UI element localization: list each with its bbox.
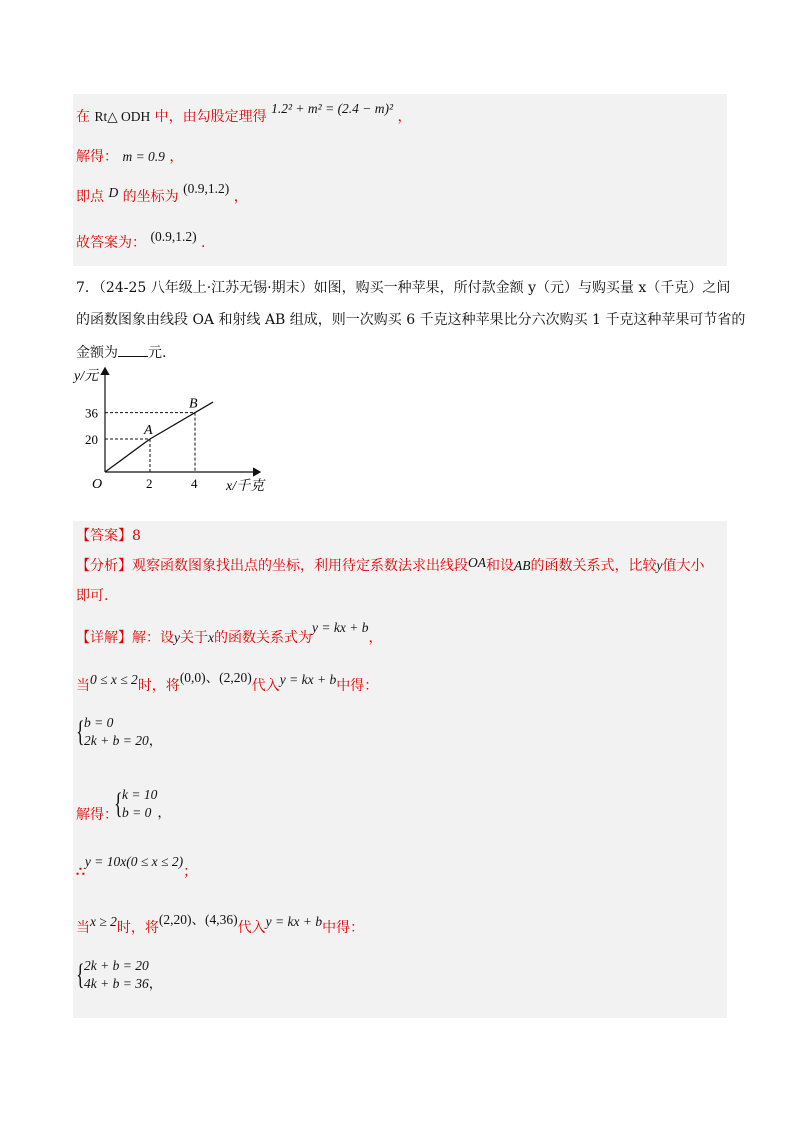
- math-range: x ≥ 2: [90, 914, 117, 929]
- math-y: y: [174, 630, 180, 645]
- answer-tag: 【答案】: [76, 528, 132, 544]
- text: 的函数关系式为: [214, 630, 312, 646]
- math-y: y: [656, 558, 663, 573]
- brace: {: [114, 787, 123, 820]
- y-tick-label: 20: [85, 432, 98, 447]
- text: ；: [183, 864, 198, 880]
- math-linear-form: y = kx + b: [279, 672, 337, 687]
- math-coord: (0.9,1.2): [183, 181, 230, 196]
- text: 即点: [76, 189, 104, 205]
- pythagoras-line: [76, 101, 412, 127]
- question-line-3: [76, 342, 166, 363]
- math-range: 0 ≤ x ≤ 2: [90, 672, 138, 687]
- math-coord: (0.9,1.2): [150, 229, 197, 244]
- solve-m-line: [76, 147, 183, 167]
- text: .: [201, 235, 206, 251]
- analysis-line-1: [76, 556, 705, 576]
- text: 在: [76, 109, 90, 125]
- question-line-1: 7．（24-25 八年级上·江苏无锡·期末）如图，购买一种苹果，所付款金额 y（元）与购买量 x（千克）之间: [76, 280, 731, 296]
- math-ab: AB: [514, 558, 531, 573]
- text: ，: [368, 630, 383, 646]
- system-row: k = 10: [122, 787, 158, 802]
- math-oa: OA: [468, 555, 486, 570]
- text: 金额为: [76, 345, 118, 361]
- solution-panel-bottom: [73, 521, 727, 1018]
- case-2-line: [76, 912, 365, 938]
- text: ，: [148, 733, 163, 748]
- text: 和设: [486, 558, 514, 574]
- question-line-2: 的函数图象由线段 OA 和射线 AB 组成，则一次购买 6 千克这种苹果比分六次购买 1 千克这种苹果可节省的: [76, 312, 746, 328]
- text: ，: [157, 805, 171, 820]
- point-label-A: A: [144, 423, 153, 438]
- text: 观察函数图象找出点的坐标，利用待定系数法求出线段: [132, 558, 468, 574]
- text: 的函数关系式，比较: [530, 558, 657, 574]
- answer-blank: [118, 342, 148, 357]
- text: 当: [76, 678, 90, 694]
- answer-value: 8: [132, 528, 141, 544]
- text: 值大小: [662, 558, 705, 574]
- text: 故答案为：: [76, 235, 146, 251]
- math-linear-form: y = kx + b: [312, 620, 369, 635]
- x-axis-label: x/千克: [226, 479, 265, 494]
- text: 当: [76, 920, 90, 936]
- math-points: (0,0)、(2,20): [179, 670, 252, 685]
- brace: {: [76, 715, 85, 748]
- analysis-line-2: 即可.: [76, 588, 109, 604]
- result-1-line: [76, 854, 198, 882]
- system-row: 2k + b = 20: [84, 733, 149, 748]
- answer-top-line: [76, 229, 206, 253]
- y-tick-label: 36: [85, 405, 98, 421]
- case-1-line: [76, 670, 379, 696]
- math-linear-form: y = kx + b: [265, 914, 323, 929]
- math-d: D: [108, 185, 119, 200]
- text: 中得：: [322, 920, 365, 936]
- y-axis-label: y/元: [74, 369, 99, 384]
- system-row: 2k + b = 20: [84, 958, 149, 973]
- x-tick-label: 4: [191, 476, 198, 491]
- text: ，: [397, 109, 412, 125]
- origin-label: O: [92, 477, 103, 492]
- x-tick-label: 2: [146, 476, 153, 491]
- point-label-B: B: [189, 396, 198, 412]
- math-rt-odh: Rt△ ODH: [94, 109, 151, 124]
- text: 解：设: [132, 630, 174, 646]
- text: 时，将: [137, 678, 180, 694]
- text: 代入: [237, 920, 266, 936]
- detail-tag: 【详解】: [76, 630, 132, 646]
- brace: {: [76, 958, 85, 991]
- therefore-symbol: ∴: [76, 864, 85, 880]
- system-row: b = 0: [122, 805, 152, 820]
- text: 关于: [180, 630, 208, 646]
- text: 时，将: [116, 920, 159, 936]
- text: 的坐标为: [122, 189, 179, 205]
- analysis-tag: 【分析】: [76, 558, 132, 574]
- math-x: x: [208, 630, 214, 645]
- system-row: 4k + b = 36: [84, 976, 149, 991]
- point-d-line: [76, 181, 248, 207]
- answer-line: [76, 526, 141, 546]
- text: ，: [233, 189, 248, 205]
- system-row: b = 0: [84, 715, 114, 730]
- solution-1-label: 解得：: [76, 807, 118, 823]
- math-m-value: m = 0.9: [122, 149, 165, 164]
- math-result: y = 10x(0 ≤ x ≤ 2): [84, 854, 184, 869]
- math-equation: 1.2² + m² = (2.4 − m)²: [271, 101, 394, 116]
- ray-ab: [150, 402, 213, 439]
- text: ，: [169, 149, 184, 165]
- detail-line: [76, 620, 383, 648]
- text: ，: [148, 976, 163, 991]
- segment-oa: [105, 439, 150, 472]
- text: 解得：: [76, 149, 118, 165]
- text: 元.: [148, 345, 167, 361]
- text: 代入: [251, 678, 280, 694]
- text: 中得：: [336, 678, 379, 694]
- text: 中，由勾股定理得: [154, 109, 267, 125]
- math-points: (2,20)、(4,36): [158, 912, 238, 927]
- function-graph: [70, 362, 280, 497]
